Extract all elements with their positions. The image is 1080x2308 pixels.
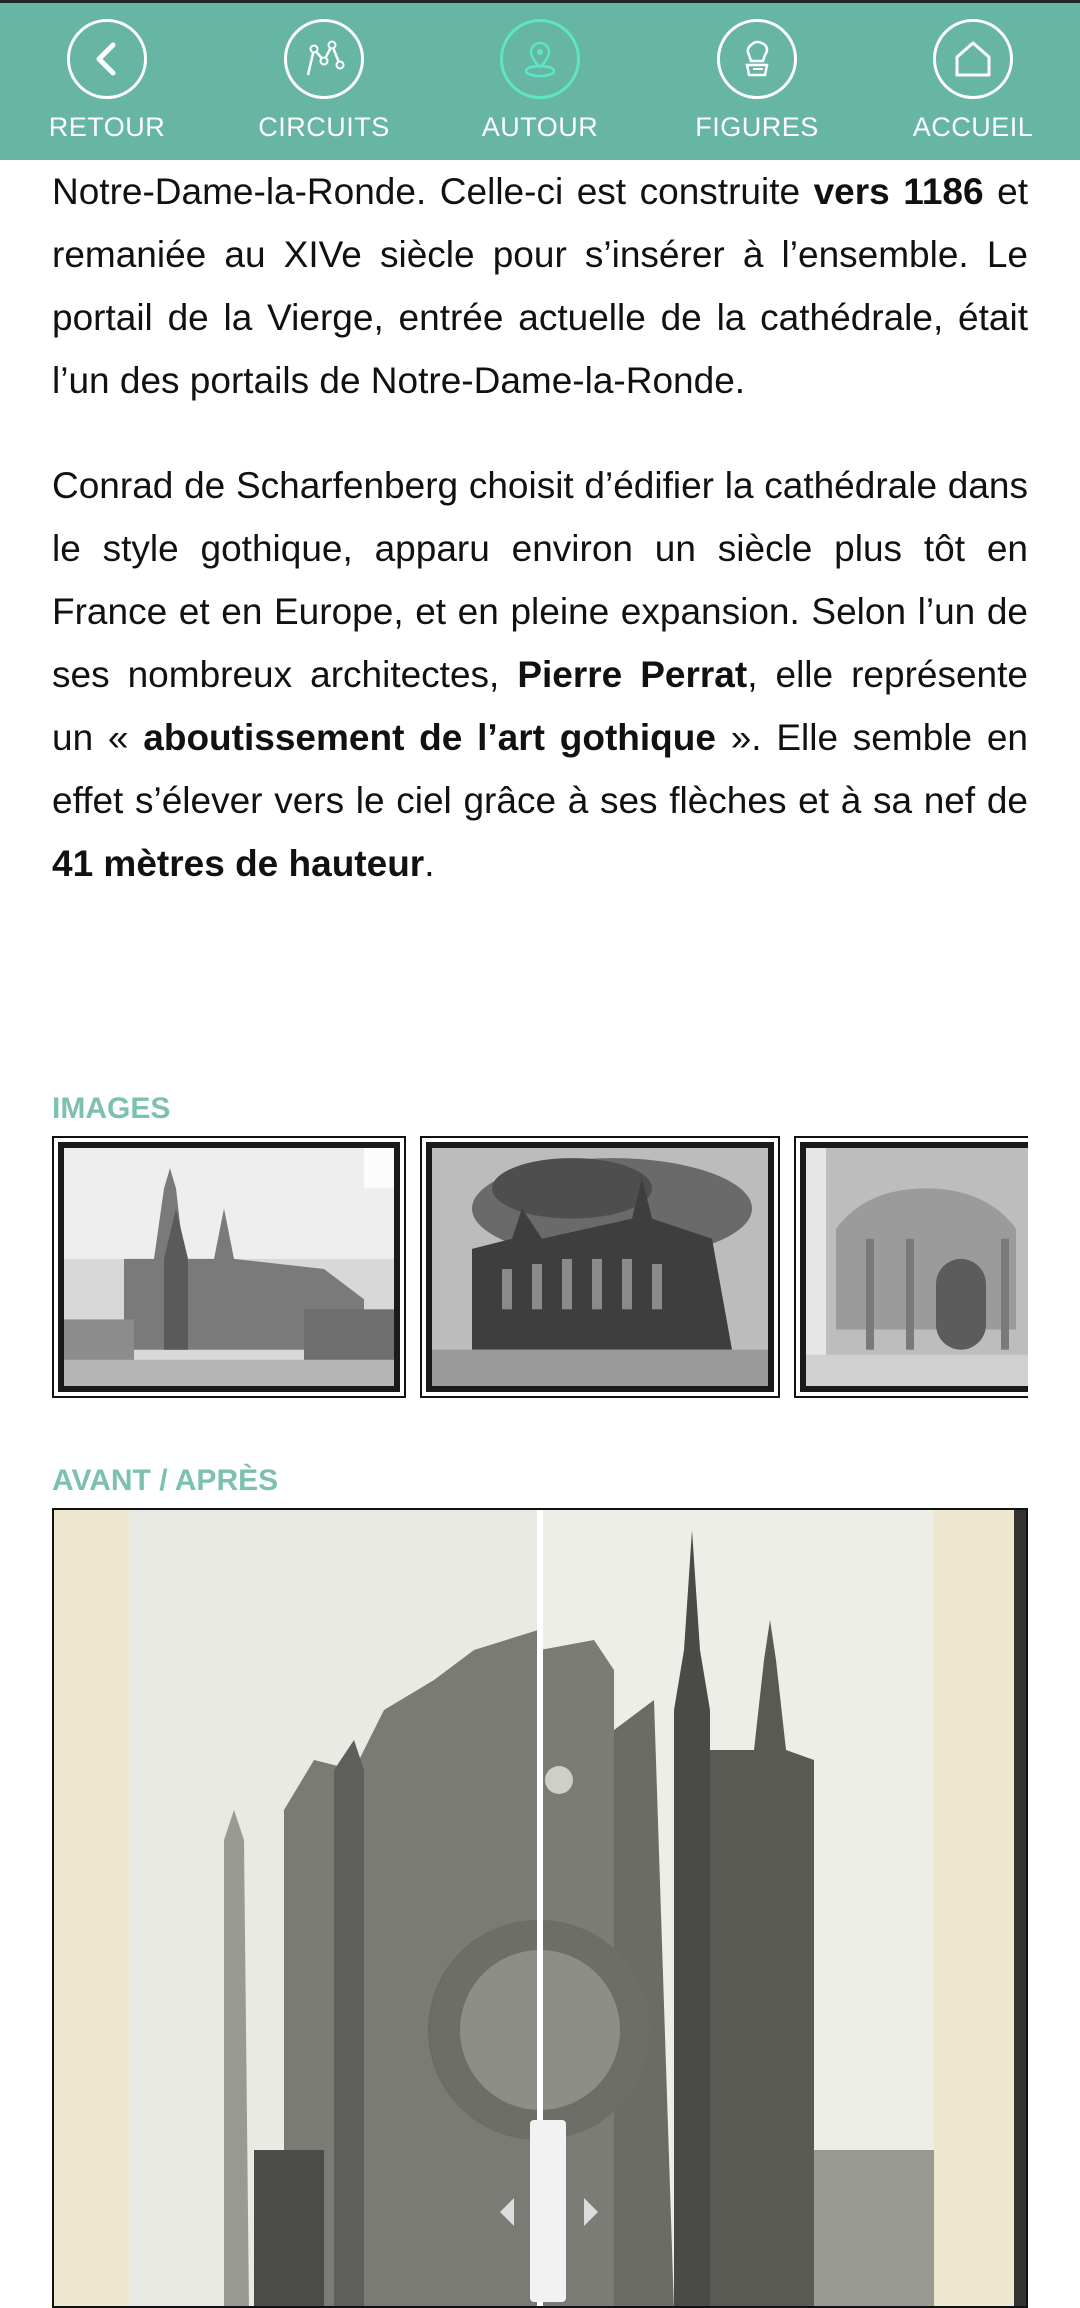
image-thumbnail[interactable] xyxy=(794,1136,1028,1398)
paragraph-1: Notre-Dame-la-Ronde. Celle-ci est construite vers 1186 et remaniée au XIVe siècle pour s’insérer à l’ensemble. Le portail de la Vierge, entrée actuelle de la cathédrale, était l’un des portails de Notre-Dame-la-Ronde. xyxy=(52,171,1028,401)
bold-date: vers 1186 xyxy=(813,171,984,212)
paragraph-2: Conrad de Scharfenberg choisit d’édifier la cathédrale dans le style gothique, apparu environ un siècle plus tôt en France et en Europe, et en pleine expansion. Selon l’un de ses nombreux architectes, Pierre Perrat, elle représente un « aboutissement de l’art gothique ». Elle semble en effet s’élever vers le ciel grâce à ses flèches et à sa nef de 41 mètres de hauteur. xyxy=(52,465,1028,884)
route-icon xyxy=(284,19,364,99)
nav-retour-button[interactable] xyxy=(32,19,182,143)
nav-accueil-button[interactable] xyxy=(898,19,1048,143)
statue-icon xyxy=(717,19,797,99)
images-carousel[interactable] xyxy=(52,1136,1028,1398)
nav-autour-button[interactable] xyxy=(465,19,615,143)
bold-quote: aboutissement de l’art gothique xyxy=(143,717,716,758)
nav-retour-label: RETOUR xyxy=(48,112,166,142)
cathedral-photo-3 xyxy=(806,1148,1028,1386)
images-section-title: IMAGES xyxy=(52,1092,171,1125)
nav-circuits-button[interactable] xyxy=(249,19,399,143)
cathedral-photo-2 xyxy=(432,1148,768,1386)
before-after-slider[interactable] xyxy=(52,1508,1028,2308)
chevron-left-icon xyxy=(67,19,147,99)
home-icon xyxy=(933,19,1013,99)
location-icon xyxy=(500,19,580,99)
slider-handle[interactable] xyxy=(530,2120,566,2302)
nav-figures-label: FIGURES xyxy=(695,112,819,142)
image-thumbnail[interactable] xyxy=(52,1136,406,1398)
bold-architect: Pierre Perrat xyxy=(517,654,748,695)
cathedral-photo-1 xyxy=(64,1148,394,1386)
nav-autour-label: AUTOUR xyxy=(481,112,599,142)
before-after-section-title: AVANT / APRÈS xyxy=(52,1464,279,1497)
nav-figures-button[interactable] xyxy=(682,19,832,143)
top-nav-bar xyxy=(0,0,1080,160)
article-body xyxy=(52,160,1028,895)
nav-circuits-label: CIRCUITS xyxy=(258,112,390,142)
nav-accueil-label: ACCUEIL xyxy=(912,112,1034,142)
bold-height: 41 mètres de hauteur xyxy=(52,843,425,884)
image-thumbnail[interactable] xyxy=(420,1136,780,1398)
